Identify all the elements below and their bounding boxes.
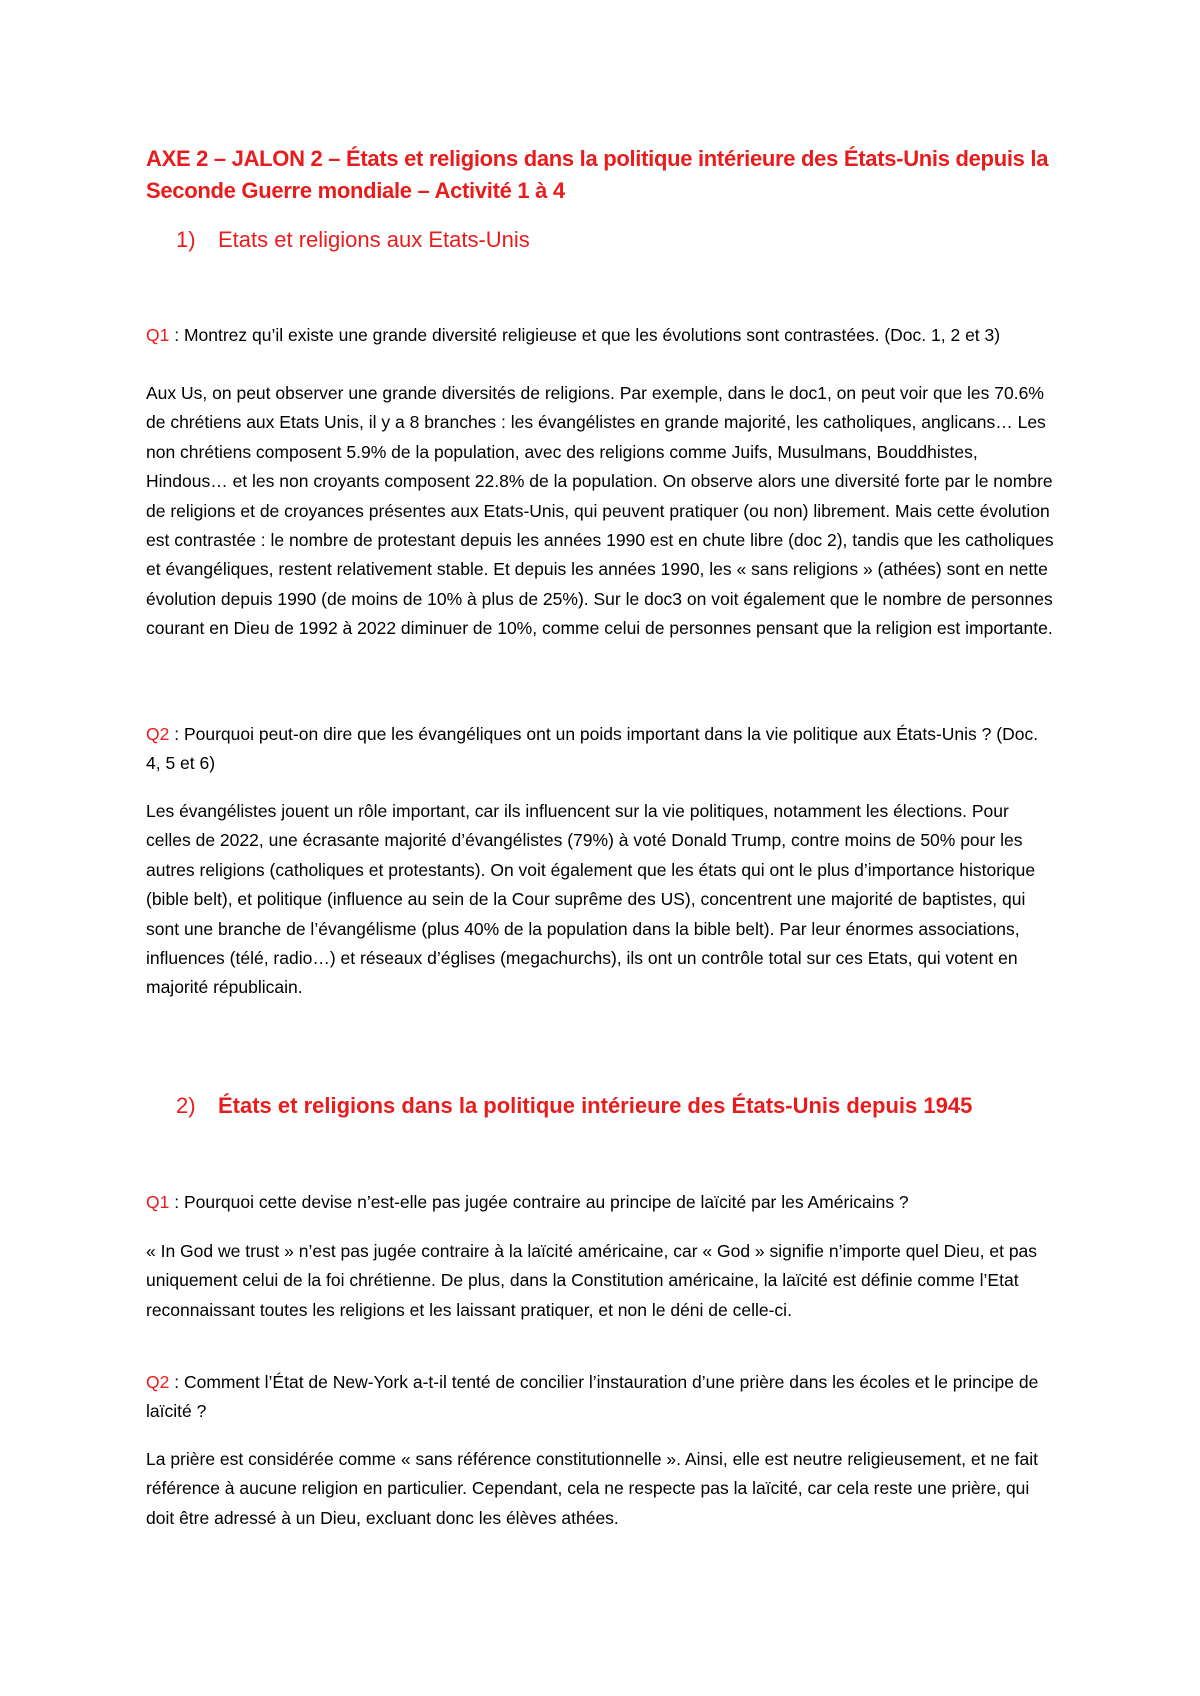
answer-1-1: Aux Us, on peut observer une grande diversités de religions. Par exemple, dans le doc1, on peut voir que les 70.6% de chrétiens aux Etats Unis, il y a 8 branches : les évangélistes en grande majorité, les catholiques, anglicans… Les non chrétiens composent 5.9% de la population, avec des religions comme Juifs, Musulmans, Bouddhistes, Hindous… et les non croyants composent 22.8% de la population. On observe alors une diversité forte par le nombre de religions et de croyances présentes aux Etats-Unis, qui peuvent pratiquer (ou non) librement. Mais cette évolution est contrastée : le nombre de protestant depuis les années 1990 est en chute libre (doc 2), tandis que les catholiques et évangéliques, restent relativement stable. Et depuis les années 1990, les « sans religions » (athées) sont en nette évolution depuis 1990 (de moins de 10% à plus de 25%). Sur le doc3 on voit également que le nombre de personnes courant en Dieu de 1992 à 2022 diminuer de 10%, comme celui de personnes pensant que la religion est importante. bbox=[146, 383, 1054, 639]
section-2-heading bbox=[176, 1091, 972, 1121]
answer-2-1: « In God we trust » n’est pas jugée contraire à la laïcité américaine, car « God » signifie n’importe quel Dieu, et pas uniquement celui de la foi chrétienne. De plus, dans la Constitution américaine, la laïcité est définie comme l’Etat reconnaissant toutes les religions et les laissant pratiquer, et non le déni de celle-ci. bbox=[146, 1241, 1038, 1320]
question-text: : Pourquoi cette devise n’est-elle pas jugée contraire au principe de laïcité par les Américains ? bbox=[169, 1192, 909, 1212]
document-title: AXE 2 – JALON 2 – États et religions dans la politique intérieure des États-Unis depuis la Seconde Guerre mondiale – Activité 1 à 4 bbox=[146, 146, 1049, 203]
section-1-heading bbox=[176, 225, 530, 255]
section-1-title: Etats et religions aux Etats-Unis bbox=[218, 227, 530, 252]
question-label: Q2 bbox=[146, 724, 170, 744]
question-1-1 bbox=[146, 321, 1056, 350]
question-2-2 bbox=[146, 1368, 1056, 1427]
answer-2-2: La prière est considérée comme « sans référence constitutionnelle ». Ainsi, elle est neutre religieusement, et ne fait référence à aucune religion en particulier. Cependant, cela ne respecte pas la laïcité, car cela reste une prière, qui doit être adressé à un Dieu, excluant donc les élèves athées. bbox=[146, 1449, 1039, 1528]
question-label: Q2 bbox=[146, 1372, 170, 1392]
section-1-number: 1) bbox=[176, 227, 196, 252]
answer-1-2: Les évangélistes jouent un rôle important, car ils influencent sur la vie politiques, notamment les élections. Pour celles de 2022, une écrasante majorité d’évangélistes (79%) à voté Donald Trump, contre moins de 50% pour les autres religions (catholiques et protestants). On voit également que les états qui ont le plus d’importance historique (bible belt), et politique (influence au sein de la Cour suprême des US), concentrent une majorité de baptistes, qui sont une branche de l’évangélisme (plus 40% de la population dans la bible belt). Par leur énormes associations, influences (télé, radio…) et réseaux d’églises (megachurchs), ils ont un contrôle total sur ces Etats, qui votent en majorité républicain. bbox=[146, 801, 1036, 998]
question-label: Q1 bbox=[146, 325, 170, 345]
question-label: Q1 bbox=[146, 1192, 170, 1212]
section-2-number: 2) bbox=[176, 1093, 196, 1118]
section-2-title: États et religions dans la politique intérieure des États-Unis depuis 1945 bbox=[218, 1093, 973, 1118]
question-2-1 bbox=[146, 1188, 1056, 1217]
question-text: : Montrez qu’il existe une grande diversité religieuse et que les évolutions sont contrastées. (Doc. 1, 2 et 3) bbox=[169, 325, 1001, 345]
question-1-2 bbox=[146, 720, 1056, 779]
question-text: : Pourquoi peut-on dire que les évangéliques ont un poids important dans la vie politique aux États-Unis ? (Doc. 4, 5 et 6) bbox=[146, 724, 1039, 774]
question-text: : Comment l’État de New-York a-t-il tenté de concilier l’instauration d’une prière dans les écoles et le principe de laïcité ? bbox=[146, 1372, 1039, 1422]
